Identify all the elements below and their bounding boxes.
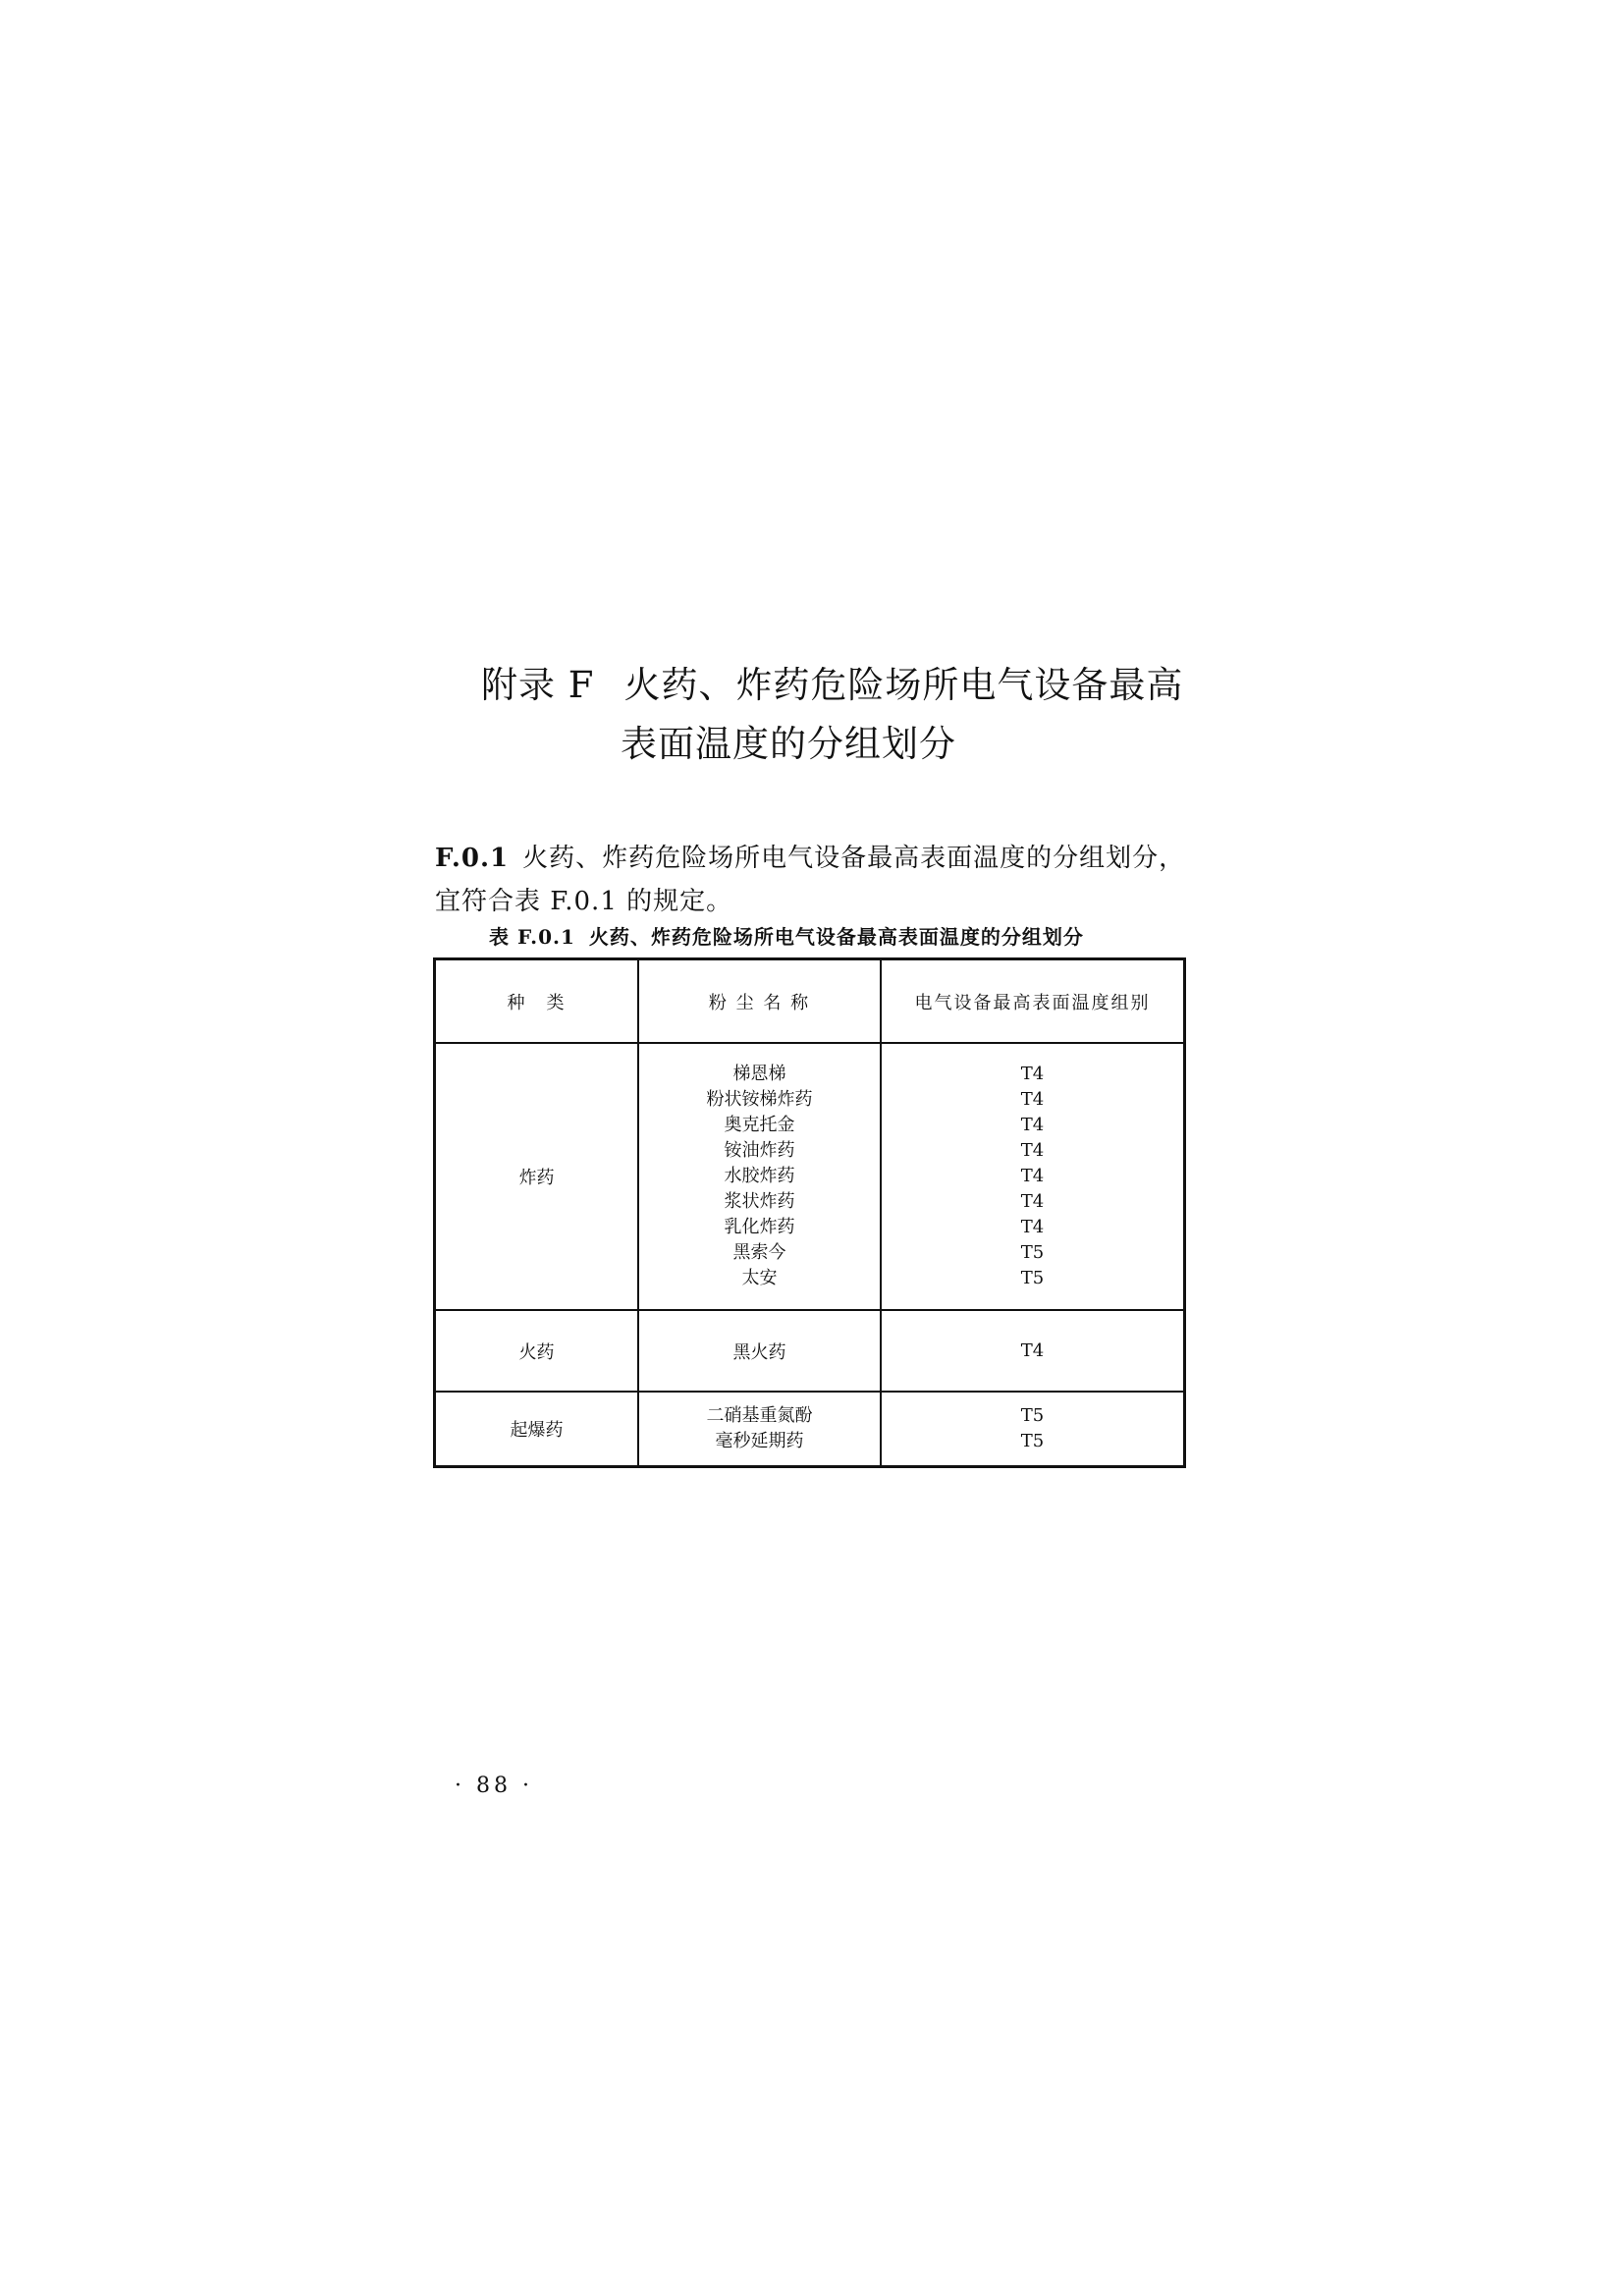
temperature-group-cell [882,1044,1183,1309]
temperature-group-cell [882,1393,1183,1465]
appendix-label: 附录 F [481,664,595,706]
dust-name: 奥克托金 [724,1115,795,1135]
table-caption [489,921,1196,950]
category-cell: 炸药 [436,1044,639,1309]
temperature-group: T5 [1020,1405,1045,1426]
category-cell: 起爆药 [436,1393,639,1465]
temperature-group: T4 [1020,1140,1045,1161]
temperature-group: T4 [1020,1089,1045,1110]
clause-text: 火药、炸药危险场所电气设备最高表面温度的分组划分，宜符合表 F.0.1 的规定。 [435,844,1186,916]
table-row [436,1044,1183,1311]
temperature-group: T5 [1020,1268,1045,1288]
dust-name: 黑索今 [732,1242,786,1263]
header-category: 种 类 [436,960,639,1042]
dust-name-cell [639,1044,882,1309]
page-number: · 88 · [455,1774,533,1798]
temperature-group: T4 [1020,1217,1045,1237]
dust-name: 铵油炸药 [724,1140,795,1161]
clause-paragraph [435,837,1201,923]
dust-name: 梯恩梯 [732,1064,786,1084]
temperature-group: T4 [1020,1115,1045,1135]
table-caption-text: 火药、炸药危险场所电气设备最高表面温度的分组划分 [588,925,1084,949]
dust-name: 太安 [741,1268,778,1288]
temperature-group-table [433,957,1186,1468]
temperature-group: T4 [1020,1064,1045,1084]
temperature-group-cell: T4 [1020,1340,1045,1361]
temperature-group: T5 [1020,1242,1045,1263]
table-row [436,1393,1183,1465]
appendix-heading [481,656,1267,774]
clause-number: F.0.1 [435,844,510,873]
header-temperature-group: 电气设备最高表面温度组别 [914,992,1151,1013]
dust-name-cell [639,1393,882,1465]
dust-name: 乳化炸药 [724,1217,795,1237]
temperature-group: T4 [1020,1191,1045,1212]
dust-name: 毫秒延期药 [715,1431,804,1451]
temperature-group: T5 [1020,1431,1045,1451]
temperature-group: T4 [1020,1166,1045,1186]
table-caption-number: 表 F.0.1 [489,925,575,949]
dust-name-cell: 黑火药 [639,1311,882,1391]
dust-name: 水胶炸药 [724,1166,795,1186]
table-header-row [436,960,1183,1044]
dust-name: 二硝基重氮酚 [706,1405,813,1426]
dust-name: 浆状炸药 [724,1191,795,1212]
table-row [436,1311,1183,1393]
category-cell: 火药 [436,1311,639,1391]
header-dust-name: 粉 尘 名 称 [639,960,882,1042]
dust-name: 粉状铵梯炸药 [706,1089,813,1110]
appendix-title-line1: 火药、炸药危险场所电气设备最高 [623,664,1184,706]
appendix-title-line2: 表面温度的分组划分 [621,723,956,765]
